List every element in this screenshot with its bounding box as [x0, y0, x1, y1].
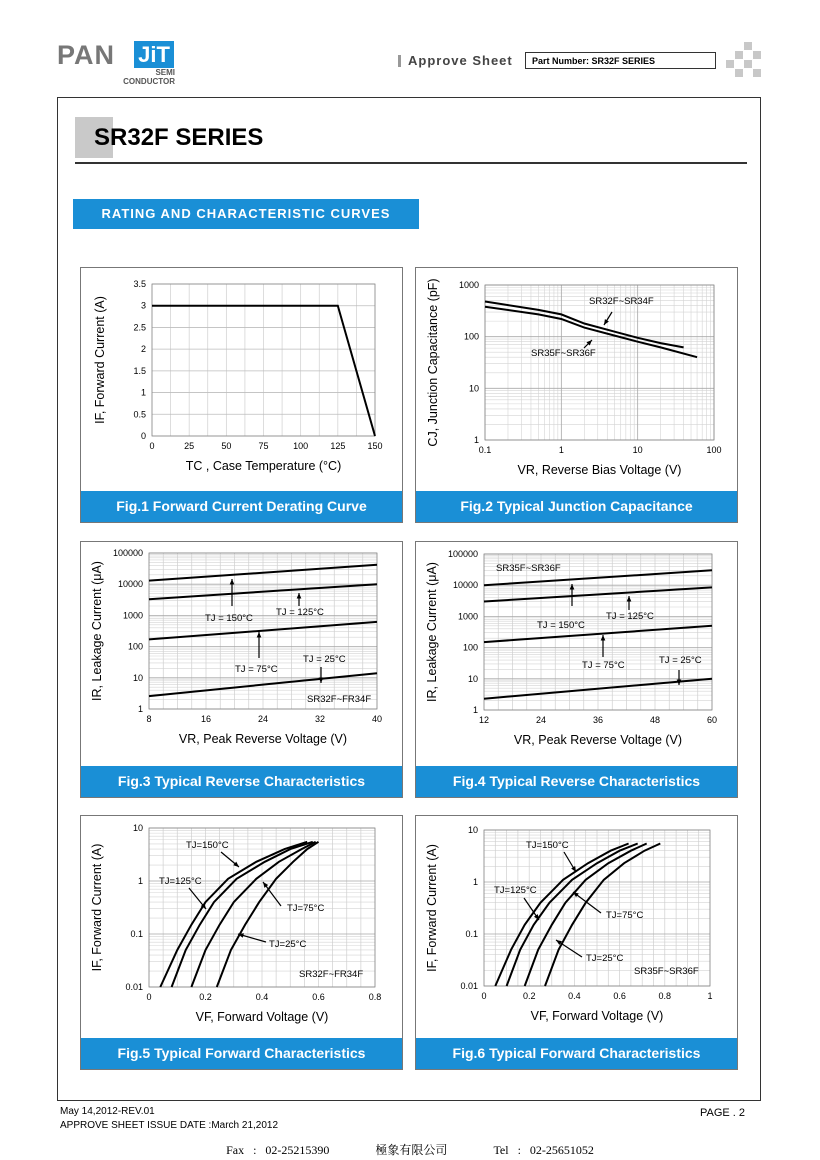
y-tick-label: 10000	[452, 580, 478, 591]
fig4-chart	[416, 542, 737, 767]
logo-pan-text: PAN	[57, 40, 116, 70]
footer-contact	[0, 1141, 820, 1158]
fig5-caption: Fig.5 Typical Forward Characteristics	[81, 1038, 402, 1069]
figure-3	[80, 541, 403, 798]
footer-page: PAGE . 2	[700, 1107, 746, 1119]
approve-sheet-marker	[398, 55, 401, 67]
y-tick-label: 100	[127, 641, 143, 652]
fig6-chart	[416, 816, 737, 1039]
x-tick-label: 0.8	[658, 991, 672, 1001]
y-tick-label: 2	[140, 344, 146, 355]
x-tick-label: 32	[314, 714, 326, 724]
chart-annotation: SR35F~SR36F	[531, 348, 596, 359]
x-tick-label: 40	[371, 714, 383, 724]
y-tick-label: 1000	[458, 280, 479, 290]
x-axis-label: VR, Peak Reverse Voltage (V)	[513, 733, 683, 747]
fig2-chart	[416, 268, 737, 492]
footer-fax: Fax : 02-25215390	[226, 1143, 330, 1157]
part-number-box: Part Number: SR32F SERIES	[525, 52, 716, 69]
fig1-caption: Fig.1 Forward Current Derating Curve	[81, 491, 402, 522]
footer-revision: May 14,2012-REV.01	[60, 1106, 155, 1117]
chart-annotation: TJ=150°C	[526, 840, 569, 851]
x-tick-label: 0.6	[312, 992, 325, 1002]
logo-subtitle	[121, 68, 175, 86]
section-heading: RATING AND CHARACTERISTIC CURVES	[73, 199, 419, 229]
x-tick-label: 16	[200, 714, 212, 724]
x-tick-label: 25	[184, 441, 195, 451]
x-tick-label: 10	[632, 445, 643, 455]
figure-6	[415, 815, 738, 1070]
approve-sheet-label: Approve Sheet	[408, 53, 513, 68]
logo-jit-text: JiT	[134, 41, 174, 68]
chart-annotation: TJ = 25°C	[303, 654, 346, 665]
x-tick-label: 1	[707, 991, 713, 1001]
y-tick-label: 1	[140, 387, 146, 398]
figure-1	[80, 267, 403, 523]
x-tick-label: 60	[706, 715, 718, 725]
annotation-arrowhead	[601, 635, 606, 641]
annotation-arrowhead	[230, 579, 235, 585]
chart-annotation: SR35F~SR36F	[634, 966, 699, 977]
fig5-chart	[81, 816, 402, 1039]
y-axis-label: IR, Leakage Current (μA)	[425, 562, 439, 702]
chart-annotation: SR32F~SR34F	[589, 296, 654, 307]
chart-annotation: SR32F~FR34F	[299, 969, 364, 980]
series-line-4	[217, 842, 319, 987]
chart-annotation: TJ=25°C	[586, 953, 624, 964]
x-tick-label: 0	[481, 991, 487, 1001]
y-tick-label: 3	[140, 300, 146, 311]
chart-annotation: SR32F~FR34F	[307, 694, 372, 705]
y-tick-label: 1	[472, 877, 478, 887]
checker-decoration	[726, 42, 762, 78]
chart-annotation: TJ = 125°C	[606, 611, 654, 622]
x-axis-label: VR, Peak Reverse Voltage (V)	[178, 732, 348, 746]
fig1-chart	[81, 268, 402, 492]
y-axis-label: IR, Leakage Current (μA)	[90, 561, 104, 701]
chart-annotation: TJ = 75°C	[582, 660, 625, 671]
y-tick-label: 10	[467, 673, 478, 684]
plot-grid	[485, 285, 714, 440]
x-tick-label: 0	[146, 992, 152, 1002]
chart-annotation: TJ=125°C	[494, 885, 537, 896]
y-tick-label: 1	[473, 435, 479, 445]
fig3-chart	[81, 542, 402, 767]
chart-annotation: TJ=25°C	[269, 939, 307, 950]
y-tick-label: 1	[137, 876, 143, 886]
x-axis-label: VR, Reverse Bias Voltage (V)	[517, 463, 682, 477]
y-tick-label: 100000	[447, 549, 478, 559]
fig6-caption: Fig.6 Typical Forward Characteristics	[416, 1038, 737, 1069]
figure-2	[415, 267, 738, 523]
y-tick-label: 0.1	[465, 929, 478, 939]
logo-conductor-text: CONDUCTOR	[123, 77, 175, 86]
footer-tel: Tel : 02-25651052	[493, 1143, 594, 1157]
x-tick-label: 36	[592, 715, 604, 725]
x-tick-label: 0.8	[368, 992, 382, 1002]
y-axis-label: IF, Forward Current (A)	[425, 844, 439, 972]
y-tick-label: 0.1	[130, 929, 143, 939]
y-tick-label: 100000	[112, 548, 143, 558]
figure-5	[80, 815, 403, 1070]
x-tick-label: 150	[367, 441, 383, 451]
chart-annotation: TJ=75°C	[606, 910, 644, 921]
y-axis-label: IF, Forward Current (A)	[93, 296, 107, 424]
x-axis-label: VF, Forward Voltage (V)	[195, 1010, 329, 1024]
footer-company: 極象有限公司	[375, 1143, 448, 1157]
x-tick-label: 100	[293, 441, 309, 451]
chart-annotation: TJ=150°C	[186, 840, 229, 851]
x-tick-label: 0.4	[255, 992, 269, 1002]
chart-annotation: TJ=125°C	[159, 876, 202, 887]
y-tick-label: 2.5	[133, 322, 146, 333]
y-axis-label: IF, Forward Current (A)	[90, 843, 104, 972]
chart-annotation: TJ = 125°C	[276, 607, 324, 618]
y-tick-label: 100	[462, 642, 478, 653]
y-tick-label: 3.5	[133, 279, 146, 289]
x-axis-label: TC , Case Temperature (°C)	[185, 459, 342, 473]
annotation-arrowhead	[627, 596, 632, 602]
x-tick-label: 125	[330, 441, 346, 451]
fig2-caption: Fig.2 Typical Junction Capacitance	[416, 491, 737, 522]
y-tick-label: 10	[132, 672, 143, 683]
figure-4	[415, 541, 738, 798]
x-tick-label: 0.1	[478, 445, 492, 455]
x-axis-label: VF, Forward Voltage (V)	[530, 1009, 664, 1023]
y-tick-label: 10	[132, 823, 143, 833]
chart-annotation: TJ = 150°C	[537, 620, 585, 631]
chart-annotation: SR35F~SR36F	[496, 563, 561, 574]
y-tick-label: 1	[137, 704, 143, 714]
y-tick-label: 100	[463, 331, 479, 342]
y-tick-label: 1	[472, 705, 478, 715]
y-axis-label: CJ, Junction Capacitance (pF)	[426, 278, 440, 447]
x-tick-label: 12	[478, 715, 490, 725]
y-tick-label: 10	[468, 383, 479, 394]
x-tick-label: 50	[221, 441, 232, 451]
page-title: SR32F SERIES	[94, 124, 264, 151]
plot-frame	[485, 285, 714, 440]
x-tick-label: 8	[146, 714, 152, 724]
y-tick-label: 1000	[457, 611, 478, 622]
y-tick-label: 0.5	[133, 409, 146, 420]
x-tick-label: 24	[535, 715, 547, 725]
plot-grid	[152, 284, 375, 436]
x-tick-label: 0.2	[199, 992, 212, 1002]
chart-annotation: TJ = 75°C	[235, 664, 278, 675]
chart-annotation: TJ = 150°C	[205, 613, 253, 624]
fig3-caption: Fig.3 Typical Reverse Characteristics	[81, 766, 402, 797]
x-tick-label: 75	[258, 441, 269, 451]
annotation-arrowhead	[534, 914, 539, 920]
y-tick-label: 0.01	[125, 982, 143, 992]
x-tick-label: 0.2	[522, 991, 536, 1001]
logo-semi-text: SEMI	[155, 68, 175, 77]
chart-annotation: TJ = 25°C	[659, 655, 702, 666]
x-tick-label: 0	[149, 441, 155, 451]
plot-grid	[149, 828, 375, 987]
y-tick-label: 10	[467, 825, 478, 835]
y-tick-label: 0.01	[460, 981, 478, 991]
y-tick-label: 10000	[117, 579, 143, 590]
y-tick-label: 1000	[122, 610, 143, 621]
y-tick-label: 0	[140, 431, 146, 441]
footer-issue-date: APPROVE SHEET ISSUE DATE :March 21,2012	[60, 1120, 279, 1131]
annotation-arrowhead	[257, 632, 262, 638]
x-tick-label: 1	[558, 445, 564, 455]
title-divider	[75, 162, 747, 164]
fig4-caption: Fig.4 Typical Reverse Characteristics	[416, 766, 737, 797]
x-tick-label: 48	[649, 715, 661, 725]
y-tick-label: 1.5	[133, 365, 146, 376]
x-tick-label: 100	[706, 445, 722, 455]
chart-annotation: TJ=75°C	[287, 903, 325, 914]
x-tick-label: 24	[257, 714, 269, 724]
annotation-arrowhead	[319, 677, 324, 683]
x-tick-label: 0.6	[613, 991, 626, 1001]
x-tick-label: 0.4	[568, 991, 581, 1001]
